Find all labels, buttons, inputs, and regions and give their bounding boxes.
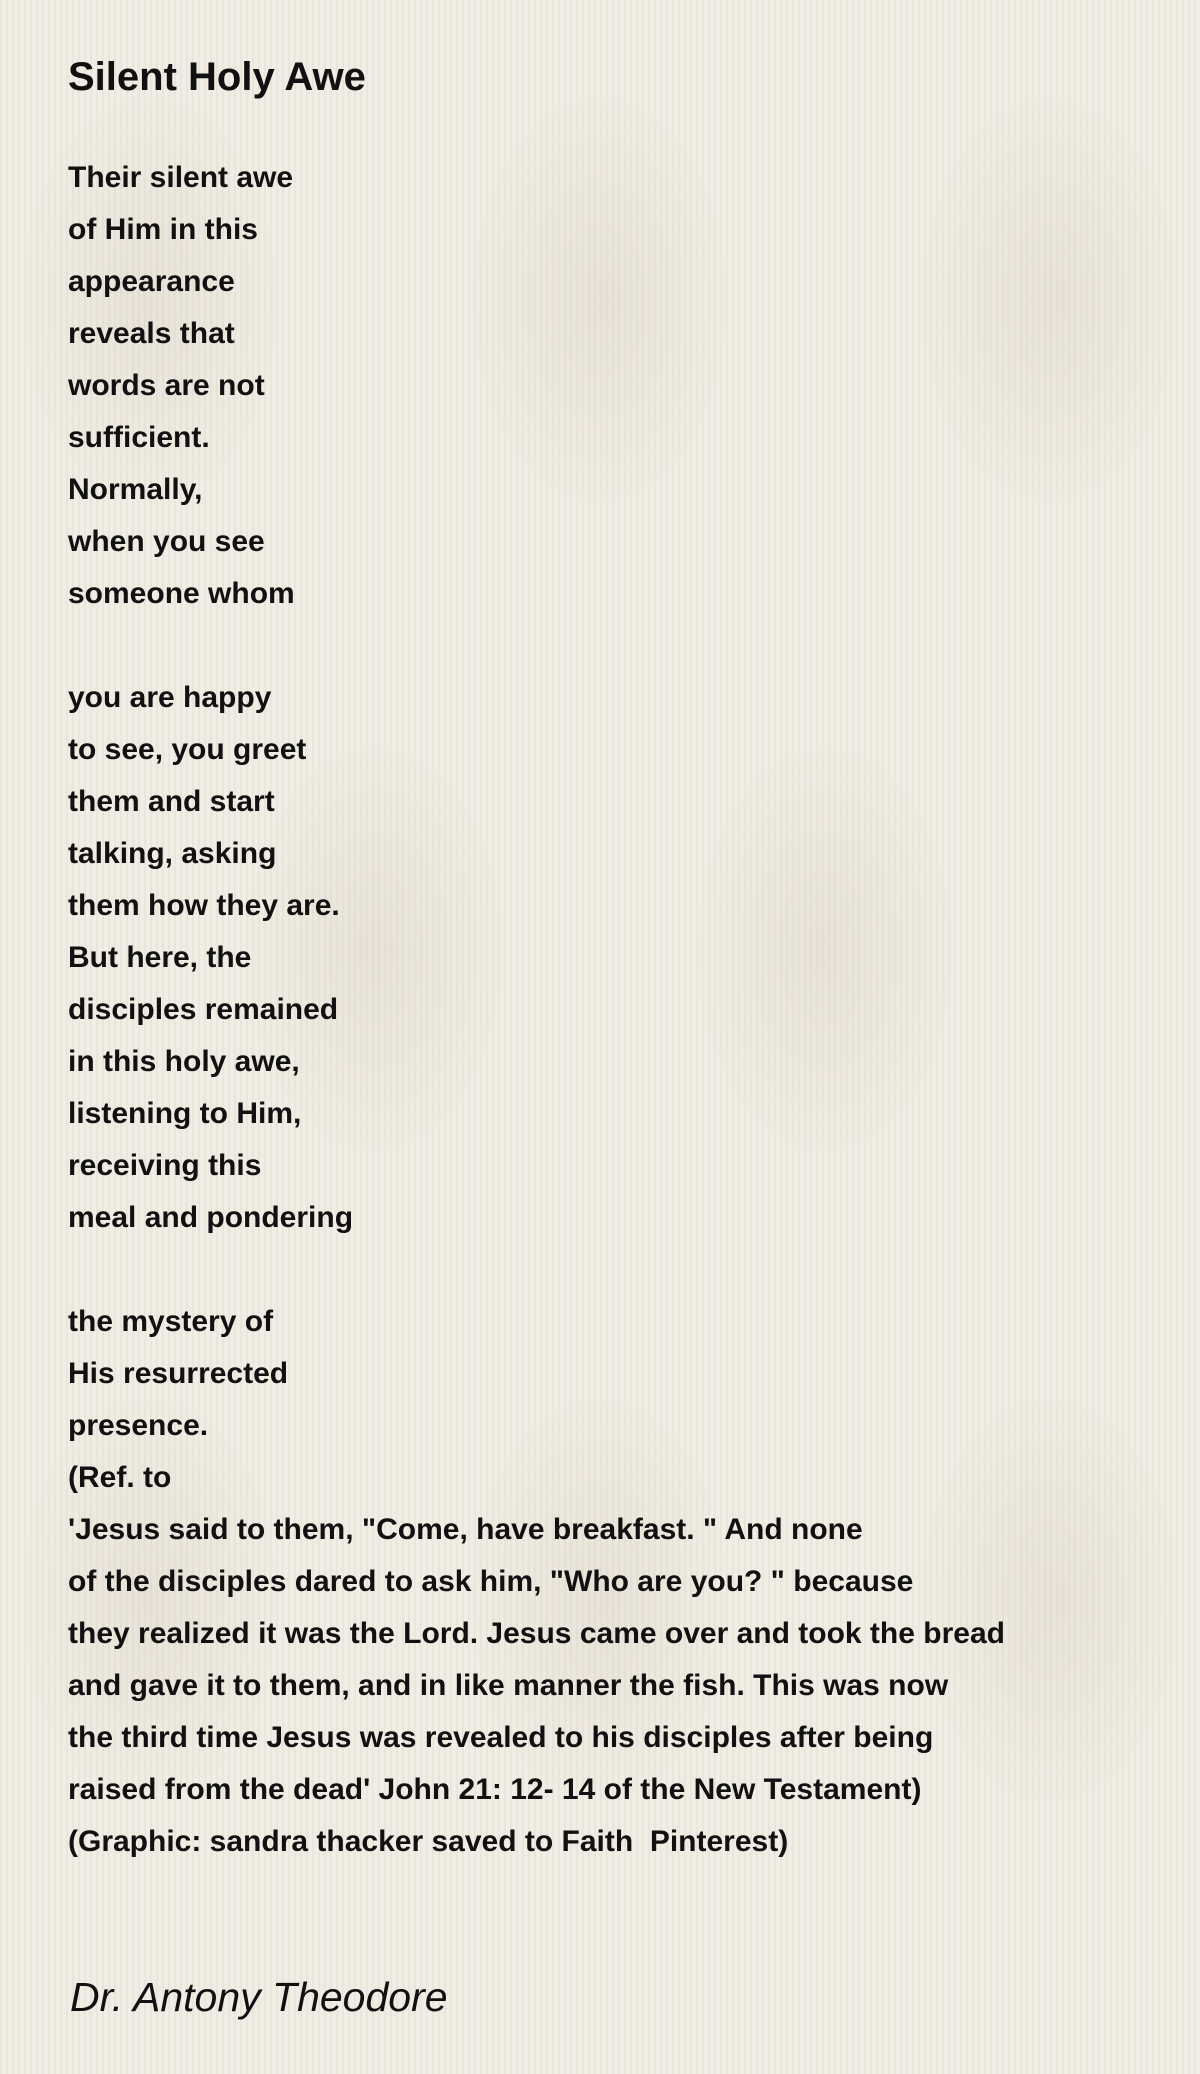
poem-line: 'Jesus said to them, "Come, have breakfast. " And none [68,1513,863,1546]
poem-line: sufficient. [68,421,210,454]
poem-line: words are not [68,369,265,402]
poem-page [68,50,1168,1868]
poem-line: meal and pondering [68,1201,354,1234]
stanza-break [68,1244,1168,1296]
poem-line: of the disciples dared to ask him, "Who are you? " because [68,1565,914,1598]
poem-title: Silent Holy Awe [68,55,366,99]
poem-line: presence. [68,1409,209,1442]
poem-line: and gave it to them, and in like manner the fish. This was now [68,1669,949,1702]
poem-line: the third time Jesus was revealed to his disciples after being [68,1721,934,1754]
poem-line: you are happy [68,681,272,714]
poem-line: listening to Him, [68,1097,302,1130]
poem-line: to see, you greet [68,733,307,766]
poem-line: them and start [68,785,275,818]
stanza-break [68,620,1168,672]
poem-line: someone whom [68,577,295,610]
poem-line: appearance [68,265,235,298]
poem-line: raised from the dead' John 21: 12- 14 of the New Testament) [68,1773,922,1806]
poem-author: Dr. Antony Theodore [70,1974,448,2020]
poem-line: But here, the [68,941,252,974]
poem-line: Their silent awe [68,161,294,194]
poem-line: in this holy awe, [68,1045,300,1078]
poem-line: receiving this [68,1149,262,1182]
poem-line: (Ref. to [68,1461,172,1494]
poem-line: (Graphic: sandra thacker saved to Faith Pinterest) [68,1825,789,1858]
poem-line: Normally, [68,473,203,506]
poem-line: when you see [68,525,265,558]
poem-line: them how they are. [68,889,340,922]
poem-line: talking, asking [68,837,277,870]
poem-line: of Him in this [68,213,258,246]
poem-line: reveals that [68,317,235,350]
poem-line: His resurrected [68,1357,289,1390]
poem-line: they realized it was the Lord. Jesus came over and took the bread [68,1617,1005,1650]
poem-body [68,152,1168,1868]
poem-line: the mystery of [68,1305,274,1338]
poem-line: disciples remained [68,993,339,1026]
